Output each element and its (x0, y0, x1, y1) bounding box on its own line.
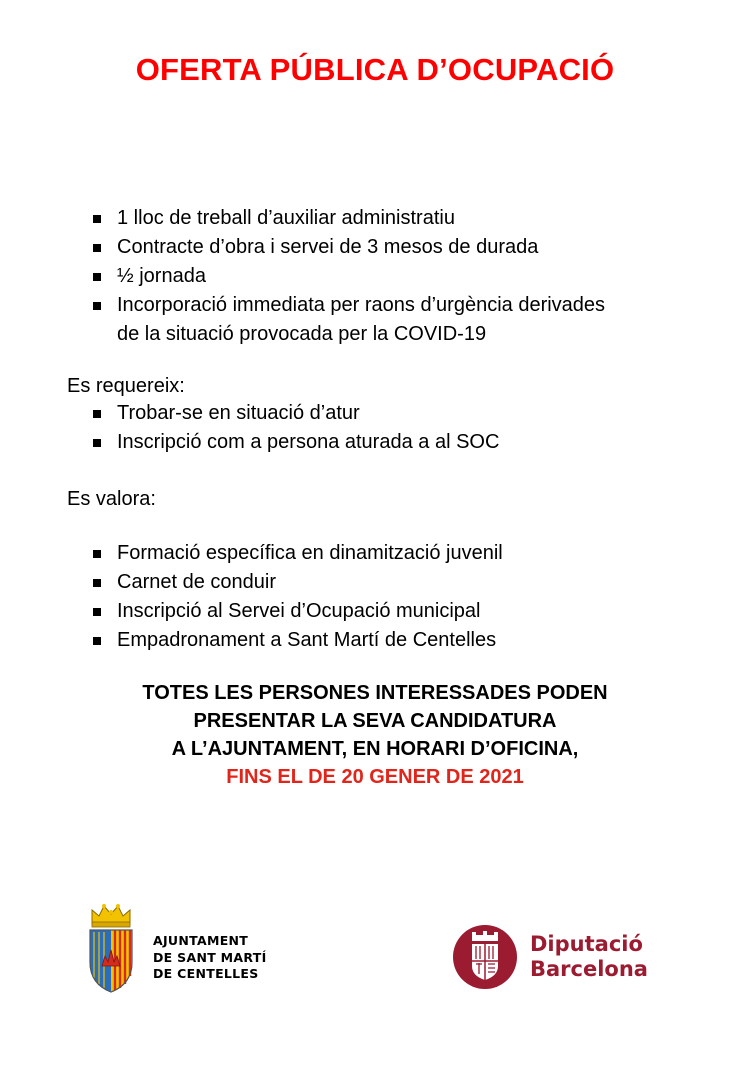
bullet-icon (93, 302, 101, 310)
list-item: Inscripció com a persona aturada a al SOC (91, 428, 731, 457)
offer-list (91, 204, 731, 349)
bullet-icon (93, 550, 101, 558)
list-item: Formació específica en dinamització juvenil (91, 539, 731, 568)
requirements-heading: Es requereix: (67, 375, 185, 397)
bullet-icon (93, 244, 101, 252)
notice-line: TOTES LES PERSONES INTERESSADES PODEN (142, 682, 608, 704)
valued-list (91, 539, 731, 655)
notice-line: A L’AJUNTAMENT, EN HORARI D’OFICINA, (171, 738, 579, 760)
diputacio-logo (452, 922, 692, 992)
valued-heading: Es valora: (67, 488, 156, 510)
list-item: Inscripció al Servei d’Ocupació municipal (91, 597, 731, 626)
list-item: 1 lloc de treball d’auxiliar administratiu (91, 204, 731, 233)
deadline-text: FINS EL DE 20 GENER DE 2021 (226, 766, 524, 788)
list-item: Empadronament a Sant Martí de Centelles (91, 626, 731, 655)
list-item: Carnet de conduir (91, 568, 731, 597)
ajuntament-name: AJUNTAMENT DE SANT MARTÍ DE CENTELLES (153, 933, 267, 981)
bullet-icon (93, 273, 101, 281)
bullet-icon (93, 637, 101, 645)
notice-line: PRESENTAR LA SEVA CANDIDATURA (193, 710, 557, 732)
list-item: Trobar-se en situació d’atur (91, 399, 731, 428)
bullet-icon (93, 579, 101, 587)
page-title: OFERTA PÚBLICA D’OCUPACIÓ (135, 52, 615, 87)
list-item: Incorporació immediata per raons d’urgència derivades (91, 291, 731, 320)
bullet-icon (93, 439, 101, 447)
list-item: ½ jornada (91, 262, 731, 291)
bullet-icon (93, 215, 101, 223)
requirements-list (91, 399, 731, 457)
diputacio-emblem-icon (452, 924, 518, 990)
list-item: Contracte d’obra i servei de 3 mesos de durada (91, 233, 731, 262)
application-notice (0, 679, 750, 791)
diputacio-name: Diputació Barcelona (530, 932, 648, 981)
list-item-continuation: de la situació provocada per la COVID-19 (117, 323, 487, 345)
bullet-icon (93, 410, 101, 418)
ajuntament-logo (80, 900, 340, 1000)
bullet-icon (93, 608, 101, 616)
coat-of-arms-icon (80, 900, 142, 1000)
